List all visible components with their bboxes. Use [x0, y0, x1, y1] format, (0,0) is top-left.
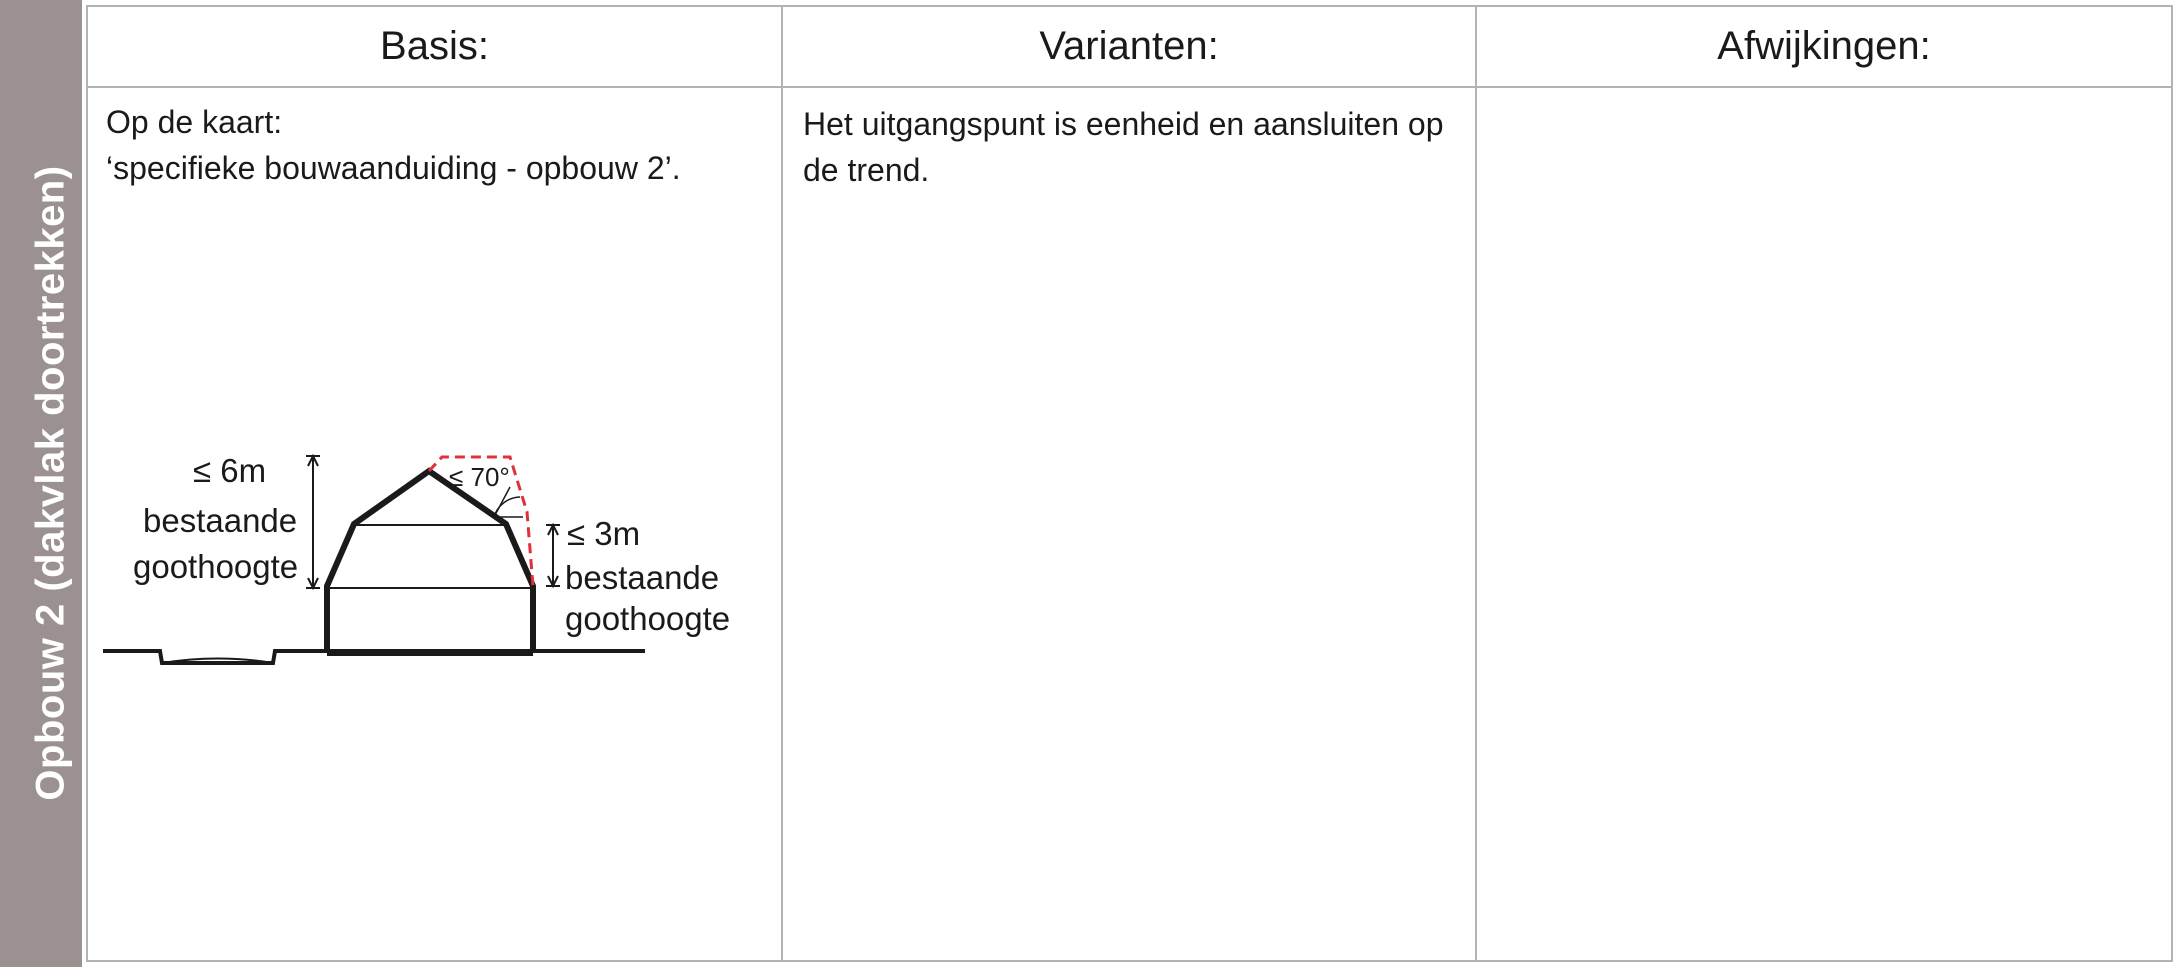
header-basis: Basis:	[380, 23, 489, 68]
basis-line-1: Op de kaart:	[106, 104, 283, 140]
angle-arc	[494, 497, 520, 517]
left-label-1: bestaande	[143, 502, 298, 539]
right-label-2: goothoogte	[565, 600, 731, 637]
left-label-2: goothoogte	[133, 548, 299, 585]
header-afwijkingen: Afwijkingen:	[1717, 23, 1931, 68]
header-varianten: Varianten:	[1039, 23, 1219, 68]
angle-label: ≤ 70°	[449, 462, 510, 492]
row-title: Opbouw 2 (dakvlak doortrekken)	[28, 165, 73, 801]
left-height-label: ≤ 6m	[193, 452, 267, 489]
building-outline	[327, 471, 533, 653]
right-label-1: bestaande	[565, 559, 720, 596]
varianten-line-2: de trend.	[803, 152, 930, 188]
varianten-line-1: Het uitgangspunt is eenheid en aansluiten op	[803, 106, 1444, 142]
right-height-label: ≤ 3m	[567, 515, 641, 552]
basis-line-2: ‘specifieke bouwaanduiding - opbouw 2’.	[106, 150, 681, 186]
